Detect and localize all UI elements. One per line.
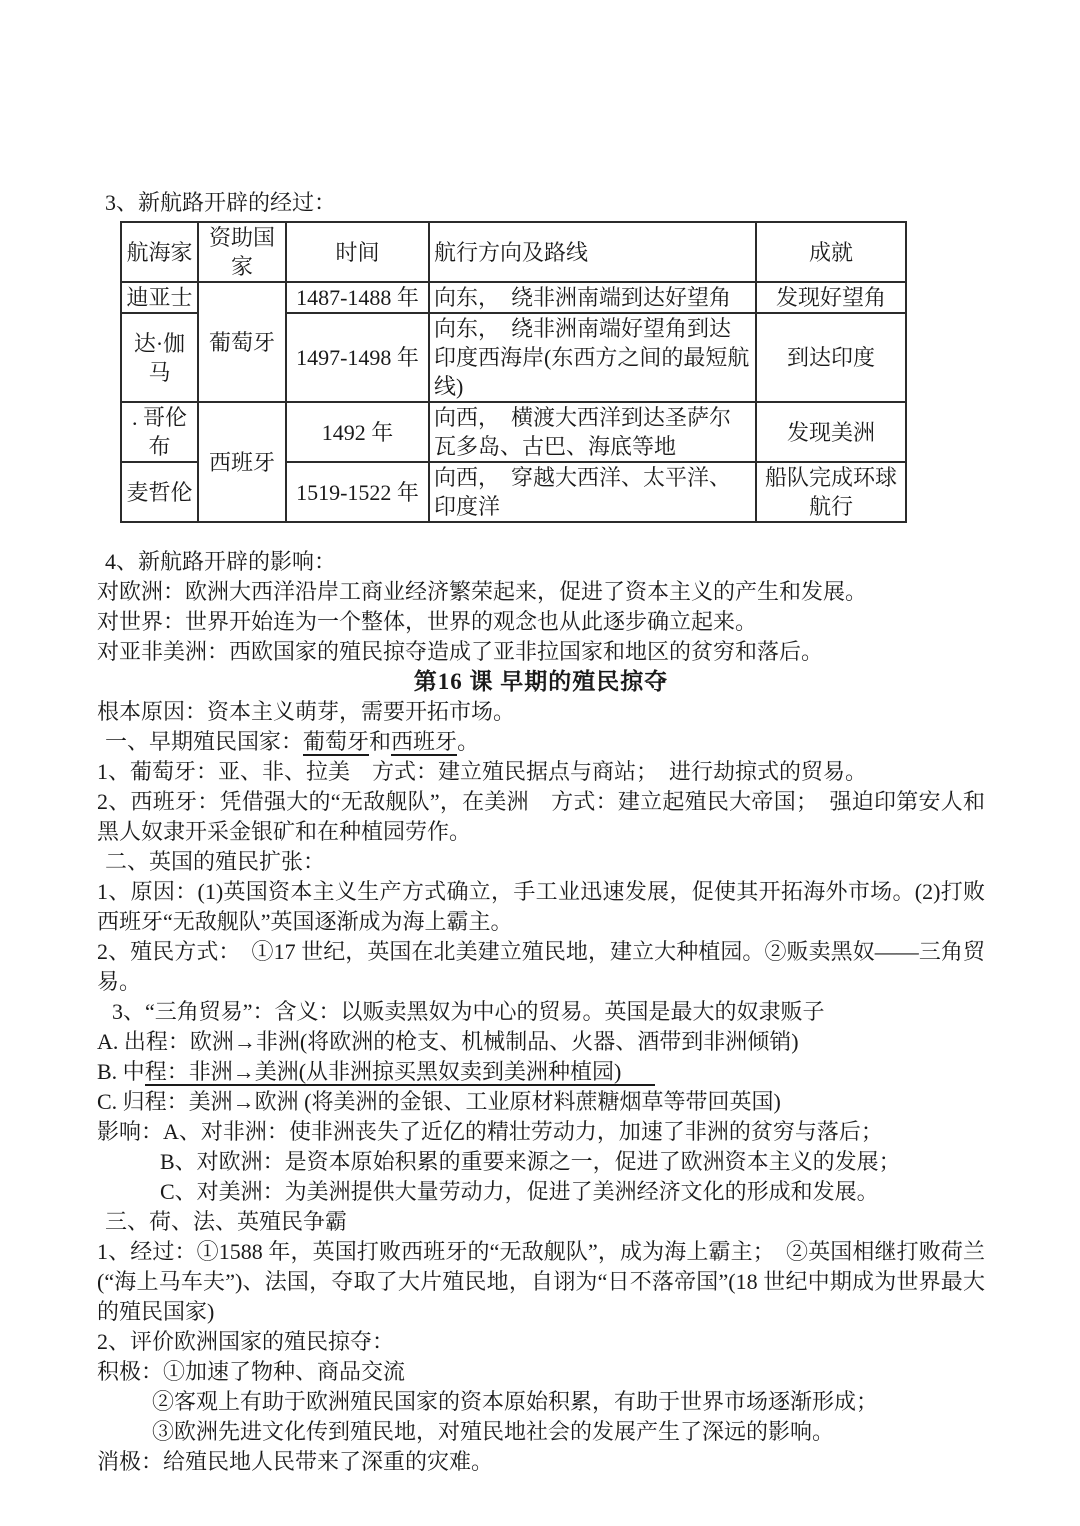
portugal-underlined: 葡萄牙	[303, 729, 370, 754]
table-row	[121, 402, 906, 462]
achievement-cell: 到达印度	[756, 313, 906, 402]
navigator-cell: 迪亚士	[121, 282, 198, 313]
impact-africa-line: 影响：A、对非洲：使非洲丧失了近亿的精壮劳动力，加速了非洲的贫穷与落后；	[97, 1119, 883, 1144]
time-cell: 1519-1522 年	[286, 462, 429, 522]
route-cell: 向东， 绕非洲南端到达好望角	[429, 282, 756, 313]
section4-heading: 4、新航路开辟的影响：	[105, 549, 337, 574]
voyages-table	[120, 221, 907, 523]
time-cell: 1487-1488 年	[286, 282, 429, 313]
col-header-navigator: 航海家	[121, 222, 198, 282]
route-cell: 向西， 横渡大西洋到达圣萨尔瓦多岛、古巴、海底等地	[429, 402, 756, 462]
time-cell: 1497-1498 年	[286, 313, 429, 402]
britain-expansion-heading: 二、英国的殖民扩张：	[105, 849, 326, 874]
portugal-line: 1、葡萄牙：亚、非、拉美 方式：建立殖民据点与商站； 进行劫掠式的贸易。	[97, 759, 868, 784]
spain-line: 2、西班牙：凭借强大的“无敌舰队”，在美洲 方式：建立起殖民大帝国； 强迫印第安人和黑人奴隶开采金银矿和在种植园劳作。	[97, 789, 985, 844]
early-colonial-states-line	[97, 727, 985, 757]
col-header-sponsor: 资助国家	[198, 222, 286, 282]
achievement-cell: 发现美洲	[756, 402, 906, 462]
root-cause-line: 根本原因：资本主义萌芽，需要开拓市场。	[97, 699, 516, 724]
triangle-middle-line	[97, 1057, 985, 1087]
route-cell: 向东， 绕非洲南端好望角到达印度西海岸(东西方之间的最短航线)	[429, 313, 756, 402]
lesson16-title: 第16 课 早期的殖民掠夺	[413, 669, 669, 694]
achievement-cell: 发现好望角	[756, 282, 906, 313]
negative-line: 消极：给殖民地人民带来了深重的灾难。	[97, 1449, 494, 1474]
col-header-achievement: 成就	[756, 222, 906, 282]
achievement-cell: 船队完成环球航行	[756, 462, 906, 522]
sponsor-cell: 西班牙	[198, 402, 286, 522]
triangle-middle-prefix: B. 中	[97, 1059, 145, 1084]
rivalry-heading: 三、荷、法、英殖民争霸	[105, 1209, 348, 1234]
section3-heading: 3、新航路开辟的经过：	[105, 190, 337, 215]
navigator-cell: 麦哲伦	[121, 462, 198, 522]
triangle-return-line: C. 归程：美洲→欧洲 (将美洲的金银、工业原材料蔗糖烟草等带回英国)	[97, 1089, 781, 1114]
col-header-route: 航行方向及路线	[429, 222, 756, 282]
route-cell: 向西， 穿越大西洋、太平洋、印度洋	[429, 462, 756, 522]
early-states-prefix: 一、早期殖民国家：	[105, 729, 304, 754]
navigator-cell: . 哥伦布	[121, 402, 198, 462]
table-row	[121, 282, 906, 313]
spain-underlined: 西班牙	[391, 729, 458, 754]
britain-reason-line: 1、原因：(1)英国资本主义生产方式确立，手工业迅速发展，促使其开拓海外市场。(2)打败西班牙“无敌舰队”英国逐渐成为海上霸主。	[97, 879, 985, 934]
early-states-suffix: 。	[457, 729, 480, 754]
triangle-trade-def-line: 3、“三角贸易”：含义：以贩卖黑奴为中心的贸易。英国是最大的奴隶贩子	[112, 999, 825, 1024]
positive-3-line: ③欧洲先进文化传到殖民地，对殖民地社会的发展产生了深远的影响。	[152, 1419, 835, 1444]
col-header-time: 时间	[286, 222, 429, 282]
britain-method-line: 2、殖民方式： ①17 世纪，英国在北美建立殖民地，建立大种植园。②贩卖黑奴——三角贸易。	[97, 939, 985, 994]
evaluation-heading: 2、评价欧洲国家的殖民掠夺：	[97, 1329, 395, 1354]
positive-1-line: 积极：①加速了物种、商品交流	[97, 1359, 406, 1384]
impact-america-line: C、对美洲：为美洲提供大量劳动力，促进了美洲经济文化的形成和发展。	[160, 1179, 879, 1204]
sponsor-cell: 葡萄牙	[198, 282, 286, 402]
time-cell: 1492 年	[286, 402, 429, 462]
triangle-middle-underlined: 程：非洲→美洲(从非洲掠买黑奴卖到美洲种植园)	[145, 1059, 656, 1086]
table-header-row	[121, 222, 906, 282]
influence-asia-line: 对亚非美洲：西欧国家的殖民掠夺造成了亚非拉国家和地区的贫穷和落后。	[97, 639, 824, 664]
triangle-outbound-line: A. 出程：欧洲→非洲(将欧洲的枪支、机械制品、火器、酒带到非洲倾销)	[97, 1029, 799, 1054]
impact-europe-line: B、对欧洲：是资本原始积累的重要来源之一，促进了欧洲资本主义的发展；	[160, 1149, 901, 1174]
influence-world-line: 对世界：世界开始连为一个整体，世界的观念也从此逐步确立起来。	[97, 609, 758, 634]
positive-2-line: ②客观上有助于欧洲殖民国家的资本原始积累，有助于世界市场逐渐形成；	[152, 1389, 879, 1414]
influence-europe-line: 对欧洲：欧洲大西洋沿岸工商业经济繁荣起来，促进了资本主义的产生和发展。	[97, 579, 868, 604]
rivalry-process-line: 1、经过：①1588 年，英国打败西班牙的“无敌舰队”，成为海上霸主； ②英国相继打败荷兰(“海上马车夫”)、法国，夺取了大片殖民地，自诩为“日不落帝国”(18 世纪中期成为世界最大的殖民国家)	[97, 1239, 985, 1324]
early-states-conj: 和	[369, 729, 392, 754]
navigator-cell: 达·伽马	[121, 313, 198, 402]
